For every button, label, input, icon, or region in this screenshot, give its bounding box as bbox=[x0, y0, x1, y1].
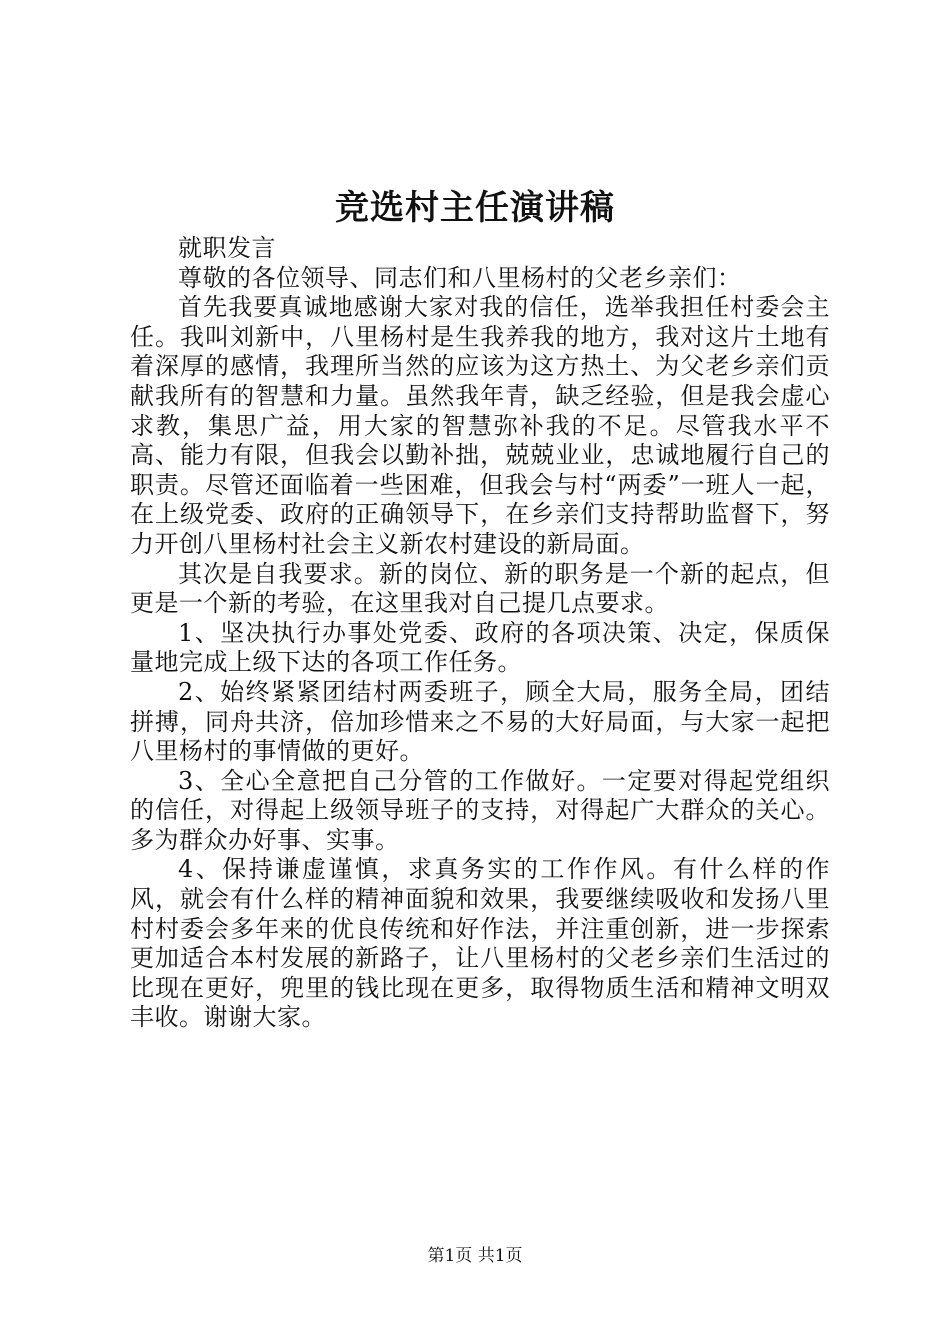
paragraph-body: 4、保持谦虚谨慎，求真务实的工作作风。有什么样的作风，就会有什么样的精神面貌和效果，我要继续吸收和发扬八里村村委会多年来的优良传统和好作法，并注重创新，进一步探索更加适合本村发展的新路子，让八里杨村的父老乡亲们生活过的比现在更好，兜里的钱比现在更多，取得物质生活和精神文明双丰收。谢谢大家。 bbox=[130, 855, 830, 1032]
document-body bbox=[130, 234, 830, 1033]
paragraph-body: 其次是自我要求。新的岗位、新的职务是一个新的起点，但更是一个新的考验，在这里我对自己提几点要求。 bbox=[130, 559, 830, 618]
page-footer: 第1页 共1页 bbox=[427, 1246, 523, 1266]
paragraph-heading: 就职发言 bbox=[178, 234, 276, 262]
paragraph-body: 2、始终紧紧团结村两委班子，顾全大局，服务全局，团结拼搏，同舟共济，倍加珍惜来之不易的大好局面，与大家一起把八里杨村的事情做的更好。 bbox=[130, 677, 830, 766]
paragraph-body: 1、坚决执行办事处党委、政府的各项决策、决定，保质保量地完成上级下达的各项工作任务。 bbox=[130, 618, 830, 677]
paragraph-body: 3、全心全意把自己分管的工作做好。一定要对得起党组织的信任，对得起上级领导班子的支持，对得起广大群众的关心。多为群众办好事、实事。 bbox=[130, 766, 830, 854]
paragraph-body: 首先我要真诚地感谢大家对我的信任，选举我担任村委会主任。我叫刘新中，八里杨村是生我养我的地方，我对这片土地有着深厚的感情，我理所当然的应该为这方热土、为父老乡亲们贡献我所有的智慧和力量。虽然我年青，缺乏经验，但是我会虚心求教，集思广益，用大家的智慧弥补我的不足。尽管我水平不高、能力有限，但我会以勤补拙，兢兢业业，忠诚地履行自己的职责。尽管还面临着一些困难，但我会与村“两委”一班人一起，在上级党委、政府的正确领导下，在乡亲们支持帮助监督下，努力开创八里杨村社会主义新农村建设的新局面。 bbox=[130, 293, 830, 558]
document-title: 竞选村主任演讲稿 bbox=[335, 188, 615, 228]
paragraph-salutation: 尊敬的各位领导、同志们和八里杨村的父老乡亲们： bbox=[178, 263, 742, 292]
